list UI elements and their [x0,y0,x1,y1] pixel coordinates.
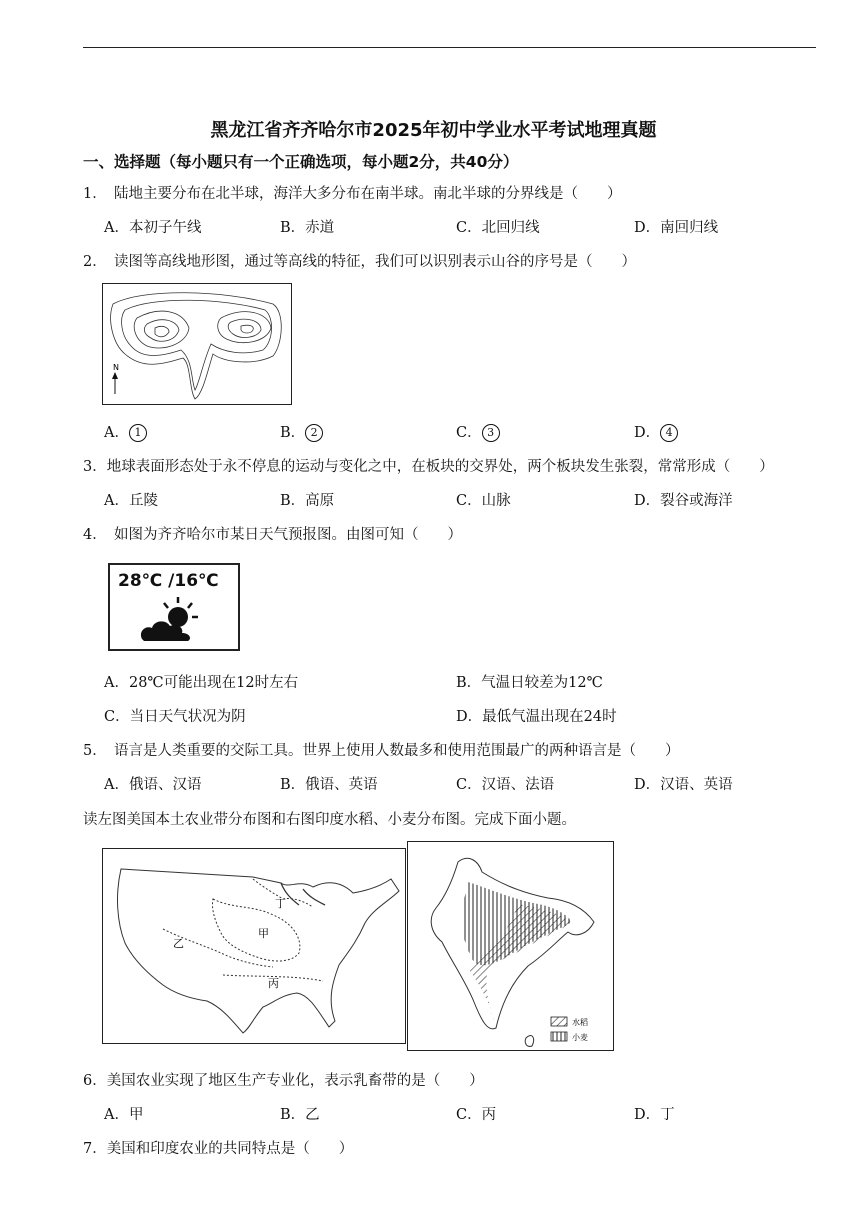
q2-option-b[interactable] [280,421,323,442]
contour-map-figure [102,283,292,405]
region-bing-label: 丙 [268,977,279,990]
q5-option-b[interactable]: B．俄语、英语 [280,777,378,793]
q3-option-d[interactable]: D．裂谷或海洋 [634,493,733,509]
q3-option-a[interactable]: A．丘陵 [104,493,158,509]
weather-forecast-figure [108,563,240,651]
us-map-drawing [103,849,405,1043]
q5-option-a[interactable]: A．俄语、汉语 [104,777,202,793]
partly-cloudy-icon [110,595,238,645]
q3-option-b[interactable]: B．高原 [280,493,335,509]
reading-instruction: 读左图美国本土农业带分布图和右图印度水稻、小麦分布图。完成下面小题。 [83,812,576,828]
q2-option-a-number: 1 [129,424,147,442]
q1-option-d[interactable]: D．南回归线 [634,220,719,236]
q5-option-d[interactable]: D．汉语、英语 [634,777,733,793]
q2-option-d[interactable] [634,421,678,442]
q4-option-a[interactable]: A．28℃可能出现在12时左右 [104,675,299,691]
north-arrow-label: N [113,363,119,372]
region-jia-label: 甲 [258,927,269,940]
question-5-stem: 5． 语言是人类重要的交际工具。世界上使用人数最多和使用范围最广的两种语言是（ ） [83,743,680,759]
q1-option-b[interactable]: B．赤道 [280,220,335,236]
q2-option-c[interactable] [456,421,500,442]
header-rule [83,47,816,48]
india-crop-map [407,841,614,1051]
q2-option-b-prefix: B． [280,425,306,441]
q2-option-d-number: 4 [660,424,678,442]
region-yi-label: 乙 [173,937,184,950]
question-1-stem: 1． 陆地主要分布在北半球，海洋大多分布在南半球。南北半球的分界线是（ ） [83,186,622,202]
legend-rice-label: 水稻 [572,1018,588,1027]
legend-wheat-label: 小麦 [572,1033,588,1042]
question-3-stem: 3．地球表面形态处于永不停息的运动与变化之中，在板块的交界处，两个板块发生张裂，常常形成（ ） [83,459,774,475]
q2-option-d-prefix: D． [634,425,661,441]
q6-option-a[interactable]: A．甲 [104,1107,144,1123]
q2-option-a-prefix: A． [104,425,129,441]
q2-option-c-number: 3 [482,424,500,442]
q2-option-b-number: 2 [305,424,323,442]
q5-option-c[interactable]: C．汉语、法语 [456,777,555,793]
us-agriculture-map [102,848,406,1044]
india-map-drawing [408,842,613,1050]
section-heading: 一、选择题（每小题只有一个正确选项，每小题2分，共40分） [83,153,519,171]
question-2-stem: 2． 读图等高线地形图，通过等高线的特征，我们可以识别表示山谷的序号是（ ） [83,254,636,270]
region-ding-label: 丁 [275,897,286,910]
q4-option-b[interactable]: B．气温日较差为12℃ [456,675,603,691]
q4-option-c[interactable]: C．当日天气状况为阴 [104,709,246,725]
q6-option-b[interactable]: B．乙 [280,1107,320,1123]
page-title: 黑龙江省齐齐哈尔市2025年初中学业水平考试地理真题 [210,120,657,141]
q6-option-c[interactable]: C．丙 [456,1107,497,1123]
q2-option-c-prefix: C． [456,425,482,441]
q1-option-c[interactable]: C．北回归线 [456,220,540,236]
q1-option-a[interactable]: A．本初子午线 [104,220,202,236]
question-7-stem: 7．美国和印度农业的共同特点是（ ） [83,1141,354,1157]
q3-option-c[interactable]: C．山脉 [456,493,511,509]
contour-map-drawing [103,284,291,404]
q2-option-a[interactable] [104,421,147,442]
question-4-stem: 4． 如图为齐齐哈尔市某日天气预报图。由图可知（ ） [83,527,462,543]
question-6-stem: 6．美国农业实现了地区生产专业化，表示乳畜带的是（ ） [83,1073,484,1089]
temperature-range: 28℃ /16℃ [118,571,219,591]
q6-option-d[interactable]: D．丁 [634,1107,675,1123]
q4-option-d[interactable]: D．最低气温出现在24时 [456,709,617,725]
